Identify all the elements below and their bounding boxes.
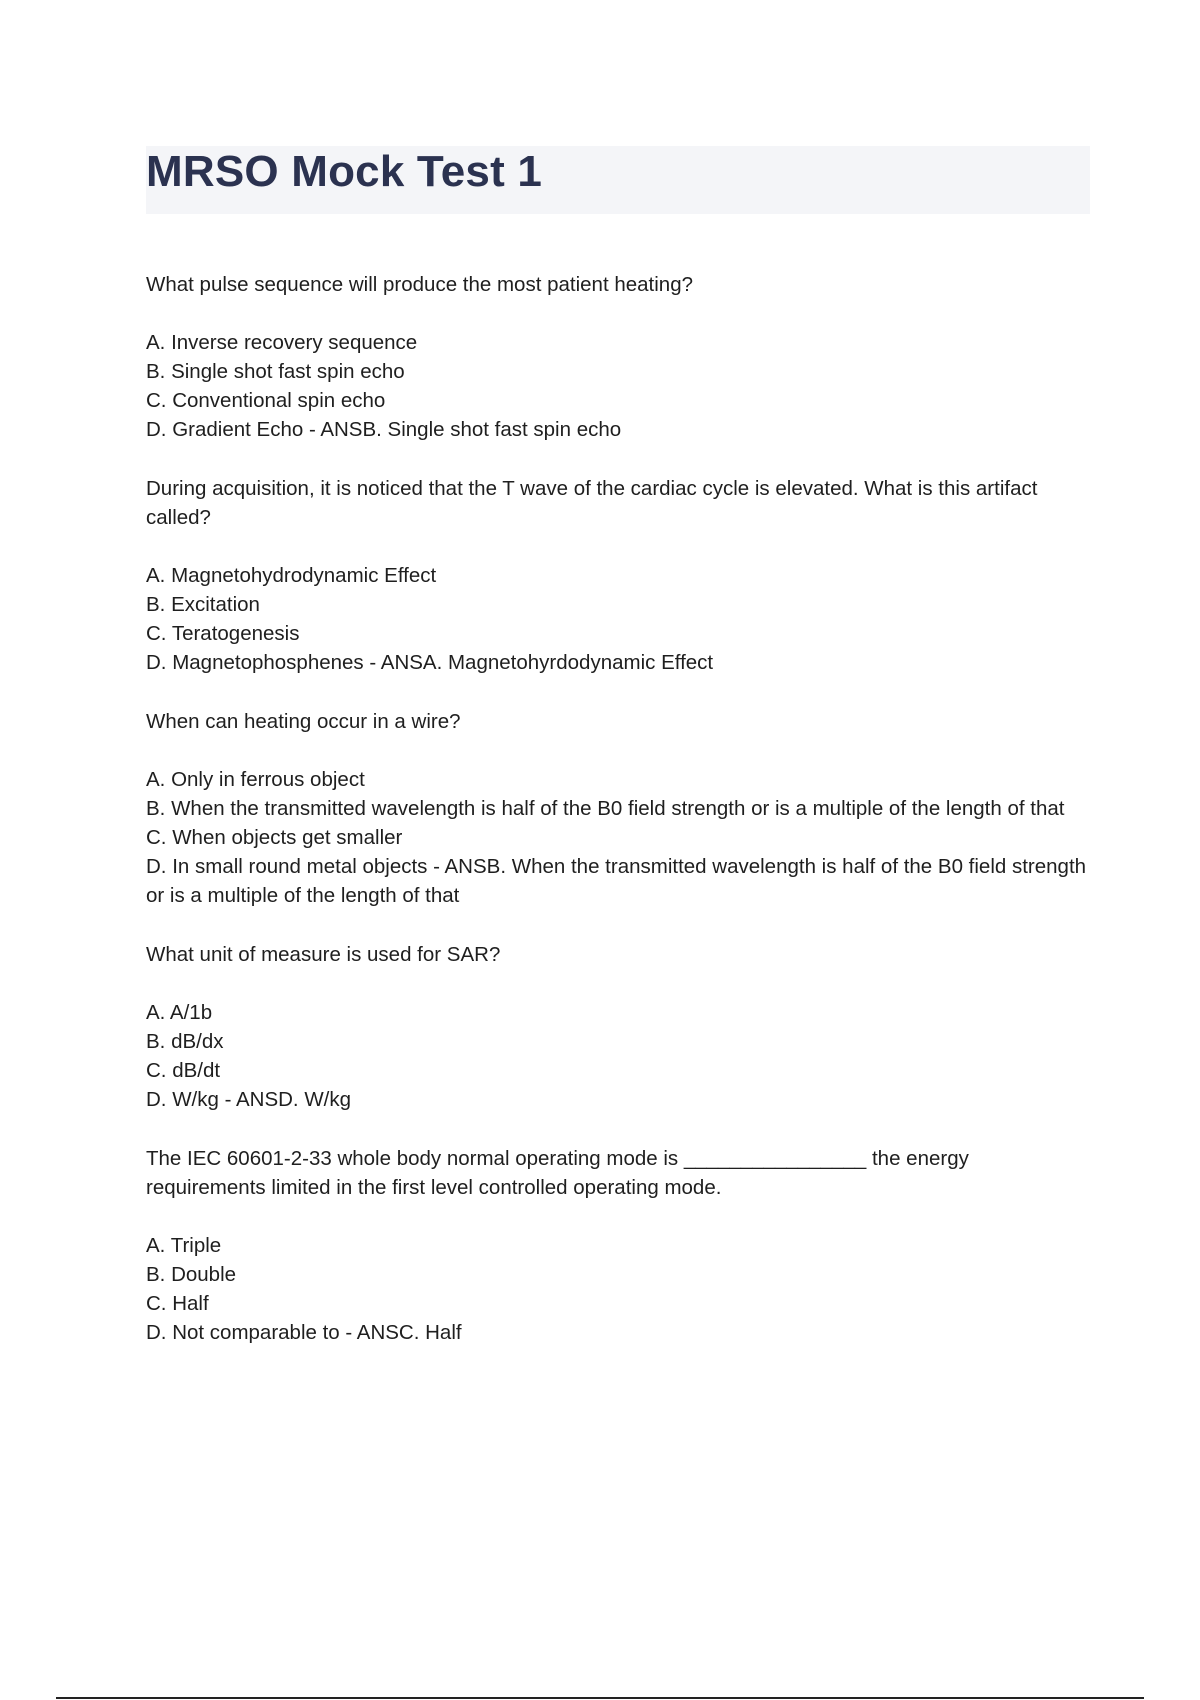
answer-options: [146, 328, 1090, 444]
question-text: When can heating occur in a wire?: [146, 710, 461, 733]
page-title: MRSO Mock Test 1: [146, 147, 543, 196]
answer-option: A. Triple: [146, 1234, 222, 1257]
answer-options: [146, 765, 1090, 910]
answer-option: A. Inverse recovery sequence: [146, 331, 418, 354]
answer-option: D. W/kg - ANSD. W/kg: [146, 1088, 352, 1111]
question-block-1: [146, 270, 1090, 444]
answer-option: A. Magnetohydrodynamic Effect: [146, 564, 437, 587]
answer-option: D. Not comparable to - ANSC. Half: [146, 1321, 462, 1344]
question-block-5: [146, 1144, 1090, 1347]
question-block-3: [146, 707, 1090, 910]
question-text: The IEC 60601-2-33 whole body normal operating mode is ________________ the energy requirements limited in the first level controlled operating mode.: [146, 1147, 969, 1199]
answer-options: [146, 561, 1090, 677]
answer-options: [146, 1231, 1090, 1347]
answer-option: D. In small round metal objects - ANSB. When the transmitted wavelength is half of the B0 field strength or is a multiple of the length of that: [146, 855, 1087, 907]
question-list: [146, 270, 1090, 1377]
answer-option: C. When objects get smaller: [146, 826, 403, 849]
question-block-2: [146, 474, 1090, 677]
question-text: During acquisition, it is noticed that the T wave of the cardiac cycle is elevated. What is this artifact called?: [146, 477, 1038, 529]
answer-option: B. Double: [146, 1263, 237, 1286]
answer-option: B. Single shot fast spin echo: [146, 360, 405, 383]
answer-option: C. Half: [146, 1292, 209, 1315]
answer-option: C. Conventional spin echo: [146, 389, 386, 412]
footer-divider: [56, 1697, 1144, 1699]
answer-option: B. dB/dx: [146, 1030, 224, 1053]
answer-option: B. Excitation: [146, 593, 260, 616]
answer-option: C. dB/dt: [146, 1059, 221, 1082]
answer-options: [146, 998, 1090, 1114]
question-text: What unit of measure is used for SAR?: [146, 943, 501, 966]
question-block-4: [146, 940, 1090, 1114]
answer-option: A. Only in ferrous object: [146, 768, 365, 791]
question-text: What pulse sequence will produce the most patient heating?: [146, 273, 694, 296]
answer-option: D. Magnetophosphenes - ANSA. Magnetohyrdodynamic Effect: [146, 651, 714, 674]
answer-option: B. When the transmitted wavelength is half of the B0 field strength or is a multiple of the length of that: [146, 797, 1065, 820]
answer-option: C. Teratogenesis: [146, 622, 300, 645]
answer-option: D. Gradient Echo - ANSB. Single shot fast spin echo: [146, 418, 622, 441]
answer-option: A. A/1b: [146, 1001, 213, 1024]
